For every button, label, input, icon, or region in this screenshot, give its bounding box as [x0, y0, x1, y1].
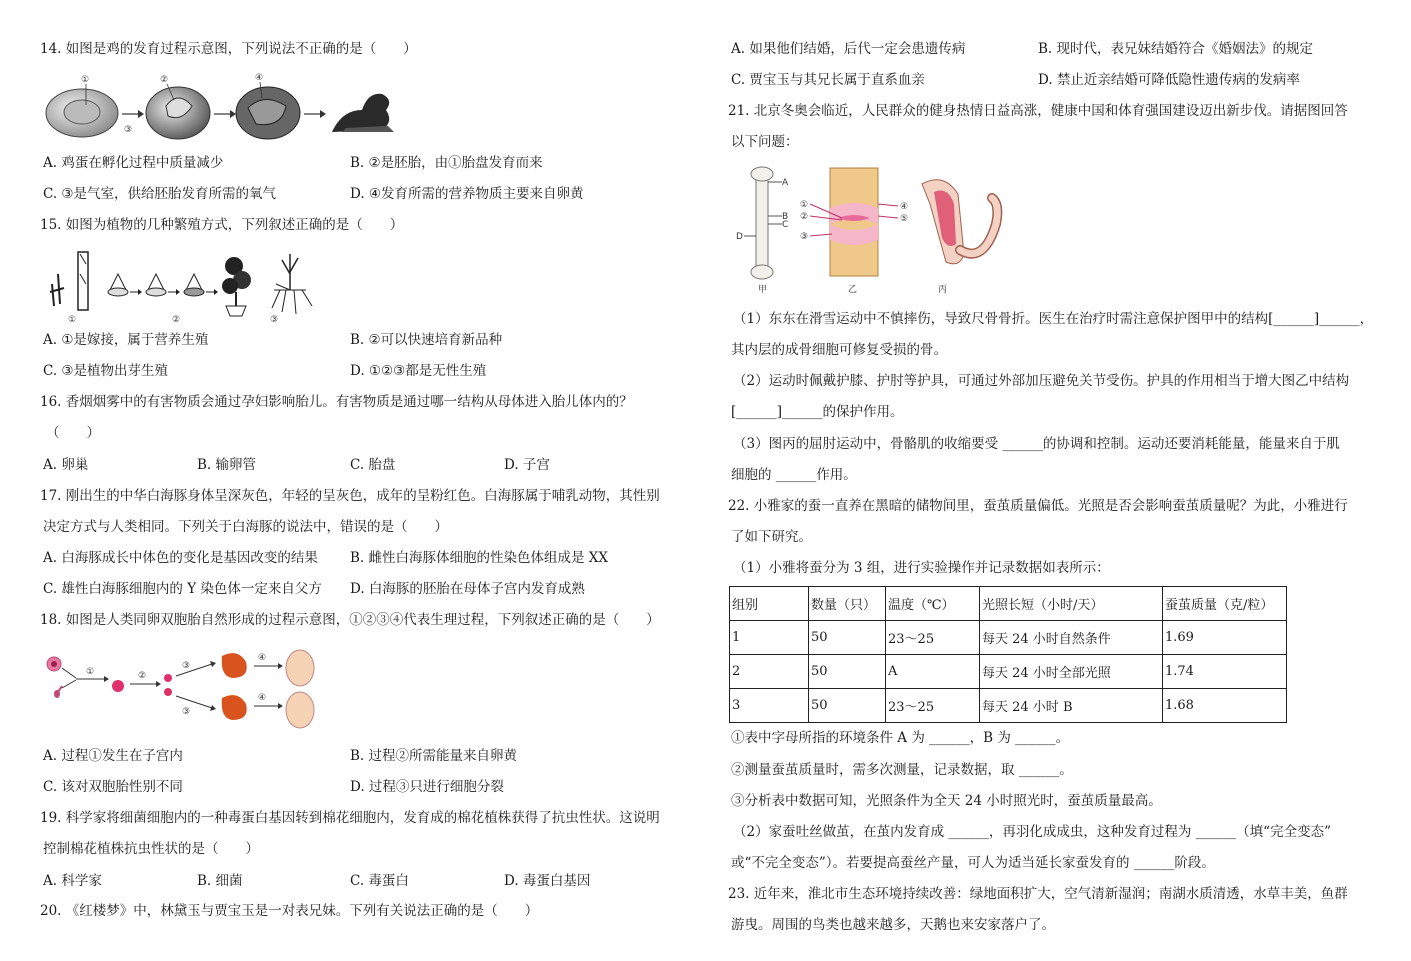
table-cell: 1.69	[1163, 621, 1287, 655]
table-cell: 每天 24 小时 B	[980, 689, 1163, 723]
q17-stem-line2: 决定方式与人类相同。下列关于白海豚的说法中，错误的是（ ）	[43, 519, 448, 535]
q14-option-a[interactable]: A. 鸡蛋在孵化过程中质量减少	[43, 155, 224, 171]
bone-joint-muscle-figure	[734, 164, 1014, 298]
table-cell: 50	[809, 621, 886, 655]
q22-sub1: ①表中字母所指的环境条件 A 为 ______，B 为 ______。	[731, 730, 1070, 746]
fig21-label-n3: ③	[800, 232, 809, 242]
table-cell: 1.68	[1163, 689, 1287, 723]
embryo-shape-1	[222, 653, 247, 678]
q21-stem-line2: 以下问题：	[731, 134, 799, 150]
q19-option-d[interactable]: D. 毒蛋白基因	[504, 873, 591, 889]
chick-shape	[332, 94, 389, 132]
q17-option-a[interactable]: A. 白海豚成长中体色的变化是基因改变的结果	[43, 550, 318, 566]
table-header-cell: 温度（℃）	[886, 587, 980, 621]
fig18-label-1: ①	[86, 667, 95, 677]
q19-option-c[interactable]: C. 毒蛋白	[350, 873, 409, 889]
q16-stem-line2: （ ）	[46, 425, 100, 441]
q14-stem: 14. 如图是鸡的发育过程示意图，下列说法不正确的是（ ）	[40, 41, 417, 57]
q20-option-b[interactable]: B. 现时代，表兄妹结婚符合《婚姻法》的规定	[1038, 41, 1314, 57]
table-cell: 1.74	[1163, 655, 1287, 689]
plant-reproduction-figure	[44, 244, 334, 324]
q16-option-a[interactable]: A. 卵巢	[43, 457, 89, 473]
table-cell: A	[886, 655, 980, 689]
q15-option-a[interactable]: A. ①是嫁接，属于营养生殖	[43, 332, 209, 348]
fig14-label-3: ③	[124, 125, 133, 135]
q19-option-b[interactable]: B. 细菌	[197, 873, 243, 889]
fig21-label-n1: ①	[800, 200, 809, 210]
fig15-label-2: ②	[172, 315, 181, 324]
fig18-label-3a: ③	[182, 661, 191, 671]
table-cell: 23～25	[886, 689, 980, 723]
q16-stem-line1: 16. 香烟烟雾中的有害物质会通过孕妇影响胎儿。有害物质是通过哪一结构从母体进入胎儿体内的？	[40, 394, 633, 410]
q14-option-d[interactable]: D. ④发育所需的营养物质主要来自卵黄	[350, 186, 584, 202]
table-header-cell: 组别	[730, 587, 809, 621]
fig15-label-1: ①	[68, 315, 77, 324]
table-header-cell: 蚕茧质量（克/粒）	[1163, 587, 1287, 621]
q16-option-d[interactable]: D. 子宫	[504, 457, 550, 473]
q22-part2-line1: （2）家蚕吐丝做茧，在茧内发育成 ______，再羽化成成虫，这种发育过程为 ______（填“完全变态”	[733, 824, 1331, 840]
q20-option-d[interactable]: D. 禁止近亲结婚可降低隐性遗传病的发病率	[1038, 72, 1300, 88]
fig14-label-2: ②	[160, 75, 169, 85]
q20-option-a[interactable]: A. 如果他们结婚，后代一定会患遗传病	[731, 41, 966, 57]
q15-option-c[interactable]: C. ③是植物出芽生殖	[43, 363, 169, 379]
long-bone-shape	[756, 174, 768, 274]
table-cell: 每天 24 小时全部光照	[980, 655, 1163, 689]
table-cell: 50	[809, 655, 886, 689]
table-row	[730, 655, 1287, 689]
table-cell: 50	[809, 689, 886, 723]
chick-development-figure	[42, 70, 398, 140]
q23-stem-line2: 游曳。周围的鸟类也越来越多，天鹅也来安家落户了。	[731, 917, 1055, 933]
fig21-label-c: C	[782, 220, 789, 230]
q17-option-d[interactable]: D. 白海豚的胚胎在母体子宫内发育成熟	[350, 581, 585, 597]
fig14-label-4: ④	[255, 73, 264, 83]
table-cell: 2	[730, 655, 809, 689]
q19-stem-line1: 19. 科学家将细菌细胞内的一种毒蛋白基因转到棉花细胞内，发育成的棉花植株获得了抗虫性状。这说明	[40, 810, 660, 826]
q21-part2-line2: [______]______的保护作用。	[731, 404, 904, 420]
fig21-label-n2: ②	[800, 212, 809, 222]
fig18-label-4b: ④	[258, 693, 267, 703]
q22-part1-intro: （1）小雅将蚕分为 3 组，进行实验操作并记录数据如表所示：	[733, 560, 1110, 576]
fig21-label-jia: 甲	[758, 285, 768, 295]
table-cell: 23～25	[886, 621, 980, 655]
q21-part1-line2: 其内层的成骨细胞可修复受损的骨。	[731, 342, 947, 358]
table-header-cell: 光照长短（小时/天）	[980, 587, 1163, 621]
q21-part1-line1: （1）东东在滑雪运动中不慎摔伤，导致尺骨骨折。医生在治疗时需注意保护图甲中的结构[______]______，	[733, 311, 1374, 327]
q19-option-a[interactable]: A. 科学家	[43, 873, 102, 889]
q21-part3-line1: （3）图丙的屈肘运动中，骨骼肌的收缩要受 ______的协调和控制。运动还要消耗能量，能量来自于肌	[733, 436, 1340, 452]
q17-option-c[interactable]: C. 雄性白海豚细胞内的 Y 染色体一定来自父方	[43, 581, 322, 597]
embryo-shape-2	[222, 695, 247, 720]
q15-option-b[interactable]: B. ②可以快速培育新品种	[350, 332, 503, 348]
q19-stem-line2: 控制棉花植株抗虫性状的是（ ）	[43, 841, 259, 857]
q22-sub3: ③分析表中数据可知，光照条件为全天 24 小时照光时，蚕茧质量最高。	[731, 793, 1162, 809]
fig18-label-4a: ④	[258, 653, 267, 663]
q18-stem: 18. 如图是人类同卵双胞胎自然形成的过程示意图，①②③④代表生理过程，下列叙述正确的是（ ）	[40, 612, 660, 628]
q16-option-b[interactable]: B. 输卵管	[197, 457, 257, 473]
q21-stem-line1: 21. 北京冬奥会临近，人民群众的健身热情日益高涨，健康中国和体育强国建设迈出新步伐。请据图回答	[728, 103, 1348, 119]
q18-option-b[interactable]: B. 过程②所需能量来自卵黄	[350, 748, 518, 764]
q22-stem-line2: 了如下研究。	[731, 529, 812, 545]
q16-option-c[interactable]: C. 胎盘	[350, 457, 396, 473]
sperm-shape	[54, 690, 60, 698]
joint-shape	[830, 168, 878, 276]
fig21-label-bing: 丙	[938, 285, 948, 295]
q22-part2-line2: 或“不完全变态”）。若要提高蚕丝产量，可人为适当延长家蚕发育的 ______阶段。	[731, 855, 1215, 871]
twin-formation-figure	[42, 644, 322, 734]
zygote-shape	[112, 680, 124, 692]
q18-option-d[interactable]: D. 过程③只进行细胞分裂	[350, 779, 504, 795]
q18-option-c[interactable]: C. 该对双胞胎性别不同	[43, 779, 183, 795]
q17-option-b[interactable]: B. 雌性白海豚体细胞的性染色体组成是 XX	[350, 550, 609, 566]
table-cell: 每天 24 小时自然条件	[980, 621, 1163, 655]
fig21-label-yi: 乙	[848, 285, 858, 295]
q22-sub2: ②测量蚕茧质量时，需多次测量，记录数据，取 ______。	[731, 762, 1073, 778]
table-cell: 3	[730, 689, 809, 723]
fig21-label-d: D	[736, 232, 743, 242]
fig21-label-b: B	[782, 212, 789, 222]
q20-stem: 20. 《红楼梦》中，林黛玉与贾宝玉是一对表兄妹。下列有关说法正确的是（ ）	[40, 903, 539, 919]
fetus-shape-2	[286, 692, 314, 728]
fetus-shape-1	[286, 650, 314, 686]
table-header-row	[730, 587, 1287, 621]
fig21-label-a: A	[782, 178, 789, 188]
q18-option-a[interactable]: A. 过程①发生在子宫内	[43, 748, 183, 764]
q14-option-b[interactable]: B. ②是胚胎，由①胎盘发育而来	[350, 155, 543, 171]
q17-stem-line1: 17. 刚出生的中华白海豚身体呈深灰色，年轻的呈灰色，成年的呈粉红色。白海豚属于哺乳动物，其性别	[40, 488, 660, 504]
fig18-label-2: ②	[138, 671, 147, 681]
table-header-cell: 数量（只）	[809, 587, 886, 621]
table-cell: 1	[730, 621, 809, 655]
q15-option-d[interactable]: D. ①②③都是无性生殖	[350, 363, 487, 379]
table-row	[730, 621, 1287, 655]
q14-option-c[interactable]: C. ③是气室，供给胚胎发育所需的氧气	[43, 186, 277, 202]
fig21-label-n4: ④	[900, 202, 909, 212]
q21-part2-line1: （2）运动时佩戴护膝、护肘等护具，可通过外部加压避免关节受伤。护具的作用相当于增大图乙中结构	[733, 373, 1350, 389]
q21-part3-line2: 细胞的 ______作用。	[731, 467, 857, 483]
table-row	[730, 689, 1287, 723]
q15-stem: 15. 如图为植物的几种繁殖方式，下列叙述正确的是（ ）	[40, 217, 404, 233]
fig21-label-n5: ⑤	[900, 214, 909, 224]
fig14-label-1: ①	[81, 75, 90, 85]
silkworm-data-table	[729, 586, 1287, 723]
q23-stem-line1: 23. 近年来，淮北市生态环境持续改善：绿地面积扩大，空气清新湿润；南湖水质清透，水草丰美，鱼群	[728, 886, 1348, 902]
fig18-label-3b: ③	[182, 707, 191, 717]
q22-stem-line1: 22. 小雅家的蚕一直养在黑暗的储物间里，蚕茧质量偏低。光照是否会影响蚕茧质量呢？为此，小雅进行	[728, 498, 1348, 514]
q20-option-c[interactable]: C. 贾宝玉与其兄长属于直系血亲	[731, 72, 925, 88]
fig15-label-3: ③	[270, 315, 279, 324]
